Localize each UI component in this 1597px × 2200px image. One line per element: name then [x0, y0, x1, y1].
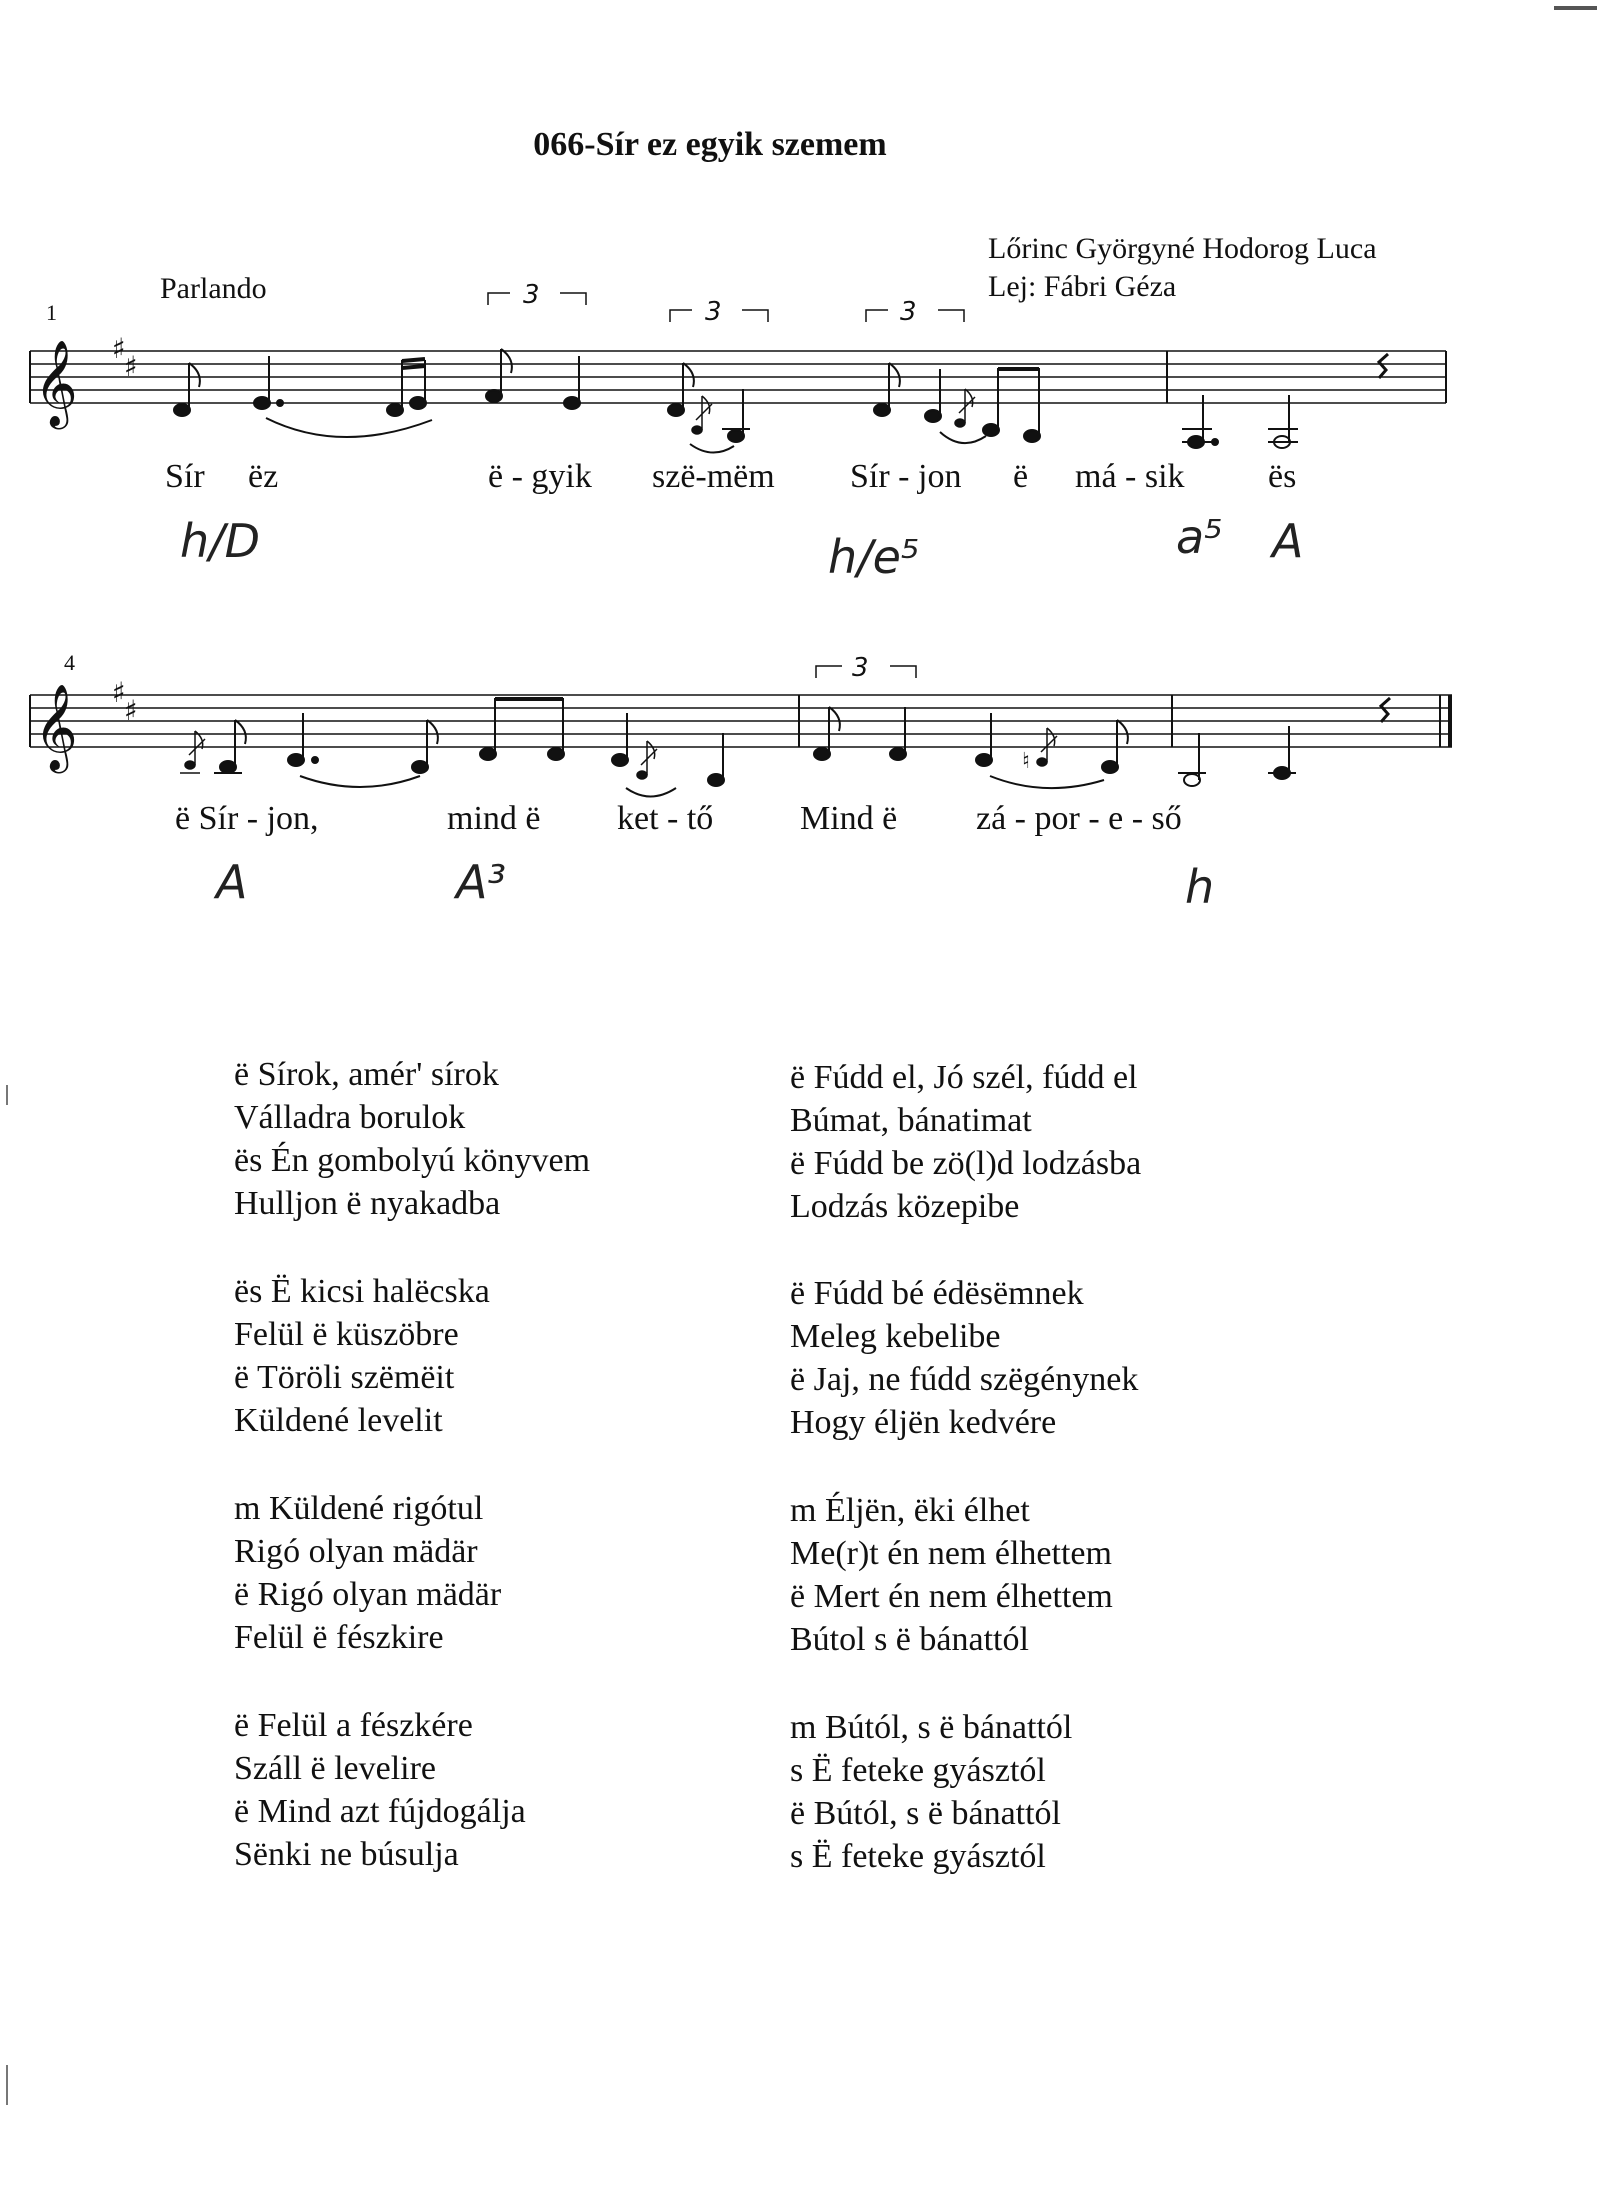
chord-annotation: A³ — [456, 855, 506, 909]
chord-annotation: h — [1185, 860, 1215, 914]
grace-note — [180, 731, 205, 773]
key-signature — [112, 676, 138, 727]
note — [486, 349, 512, 402]
verse-line: Felül ë fészkire — [234, 1619, 444, 1656]
lyric-syllable: zá - por - e - ső — [976, 800, 1182, 837]
tuplet-number: 3 — [705, 297, 722, 327]
verse — [234, 1487, 501, 1659]
verse-line: ë Mind azt fújdogálja — [234, 1793, 526, 1830]
verse-line: Sënki ne búsulja — [234, 1836, 459, 1873]
tuplet-number: 3 — [900, 297, 917, 327]
lyric-syllable: ëz — [248, 458, 279, 495]
quarter-rest — [1381, 698, 1390, 722]
verse-line: Válladra borulok — [234, 1099, 466, 1136]
verse-line: Me(r)t én nem élhettem — [790, 1535, 1112, 1572]
scan-margin-mark — [6, 2065, 8, 2105]
lyric-syllable: Sír - jon — [850, 458, 962, 495]
verse — [790, 1056, 1141, 1228]
verse-line: ë Töröli szëmëit — [234, 1359, 455, 1396]
lyric-syllable: ë Sír - jon, — [175, 800, 319, 837]
slur — [990, 776, 1104, 788]
chord-annotation: h/D — [180, 514, 261, 568]
scan-margin-mark — [6, 1085, 8, 1105]
chord-annotation: A — [1272, 514, 1304, 568]
verse — [234, 1270, 490, 1442]
verse-line: Rigó olyan mädär — [234, 1533, 478, 1570]
author-credit: Lőrinc Györgyné Hodorog Luca — [988, 232, 1377, 265]
verse-line: s Ë feteke gyásztól — [790, 1838, 1046, 1875]
verse-line: s Ë feteke gyásztól — [790, 1752, 1046, 1789]
verse-line: ë Fúdd be zö(l)d lodzásba — [790, 1145, 1142, 1182]
note — [708, 733, 724, 786]
lyric-syllable: má - sik — [1075, 458, 1185, 495]
slur — [690, 444, 734, 453]
verse-line: m Éljën, ëki élhet — [790, 1492, 1030, 1529]
natural-sign: ♮ — [1022, 749, 1030, 774]
lyric-syllable: mind ë — [447, 800, 541, 837]
chord-annotation: h/e⁵ — [828, 530, 920, 584]
verse-line: ë Felül a fészkére — [234, 1707, 473, 1744]
verse-line: ë Fúdd bé édësëmnek — [790, 1275, 1084, 1312]
verse-line: ë Rigó olyan mädär — [234, 1576, 502, 1613]
lyric-syllable: ës — [1268, 458, 1297, 495]
staff-lines — [30, 351, 1446, 403]
verse — [790, 1272, 1138, 1444]
note — [1178, 733, 1206, 786]
svg-text:♯: ♯ — [112, 676, 126, 709]
svg-text:♯: ♯ — [124, 694, 138, 727]
quarter-rest — [1379, 354, 1388, 378]
svg-text:♯: ♯ — [112, 332, 126, 365]
verse-line: Hogy éljën kedvére — [790, 1404, 1057, 1441]
tuplet-number: 3 — [852, 653, 869, 683]
lyric-syllable: ë — [1013, 458, 1029, 495]
grace-note — [692, 396, 712, 434]
verse-line: Búmat, bánatimat — [790, 1102, 1032, 1139]
staff-lines — [30, 695, 1452, 747]
lyric-syllable: ket - tő — [617, 800, 714, 837]
verse-line: ë Fúdd el, Jó szél, fúdd el — [790, 1059, 1138, 1096]
verse-line: Bútol s ë bánattól — [790, 1621, 1029, 1658]
verse-line: Lodzás közepibe — [790, 1188, 1020, 1225]
lyric-syllable: ë - gyik — [488, 458, 592, 495]
tuplet-number: 3 — [523, 280, 540, 310]
verse — [234, 1053, 590, 1225]
verse-line: ë Sírok, amér' sírok — [234, 1056, 499, 1093]
verse-line: ë Jaj, ne fúdd szëgénynek — [790, 1361, 1139, 1398]
verse — [790, 1706, 1072, 1878]
page-title: 066-Sír ez egyik szemem — [533, 126, 887, 163]
verse-line: ë Mert én nem élhettem — [790, 1578, 1113, 1615]
verse-line: Hulljon ë nyakadba — [234, 1185, 501, 1222]
treble-clef: 𝄞 — [34, 340, 78, 426]
verse — [234, 1704, 526, 1876]
verse — [790, 1489, 1113, 1661]
verse-line: Meleg kebelibe — [790, 1318, 1001, 1355]
verse-line: Száll ë levelire — [234, 1750, 437, 1787]
slur — [266, 418, 432, 437]
lyric-syllable: szë-mëm — [652, 458, 775, 495]
verse-line: m Küldené rigótul — [234, 1490, 484, 1527]
verse-line: Felül ë küszöbre — [234, 1316, 459, 1353]
note — [983, 368, 1040, 442]
grace-note — [955, 389, 975, 427]
melody-credit: Lej: Fábri Géza — [988, 270, 1177, 303]
slur — [300, 776, 420, 787]
verse-line: ës Ë kicsi halëcska — [234, 1273, 490, 1310]
tempo-marking: Parlando — [160, 272, 267, 305]
chord-annotation: a⁵ — [1176, 510, 1223, 564]
treble-clef: 𝄞 — [34, 684, 78, 770]
note — [387, 359, 426, 416]
lyric-syllable: Sír — [165, 458, 205, 495]
chord-annotation: A — [216, 855, 248, 909]
verse-line: ës Én gombolyú könyvem — [234, 1142, 591, 1179]
measure-number: 4 — [64, 650, 75, 675]
measure-number: 1 — [46, 300, 57, 325]
lyric-syllable: Mind ë — [800, 800, 898, 837]
verse-line: Küldené levelit — [234, 1402, 443, 1439]
slur — [940, 432, 986, 443]
verse-line: ë Bútól, s ë bánattól — [790, 1795, 1062, 1832]
svg-text:♯: ♯ — [124, 350, 138, 383]
note — [722, 389, 750, 442]
verse-line: m Bútól, s ë bánattól — [790, 1709, 1073, 1746]
key-signature — [112, 332, 138, 383]
slur — [626, 788, 676, 797]
